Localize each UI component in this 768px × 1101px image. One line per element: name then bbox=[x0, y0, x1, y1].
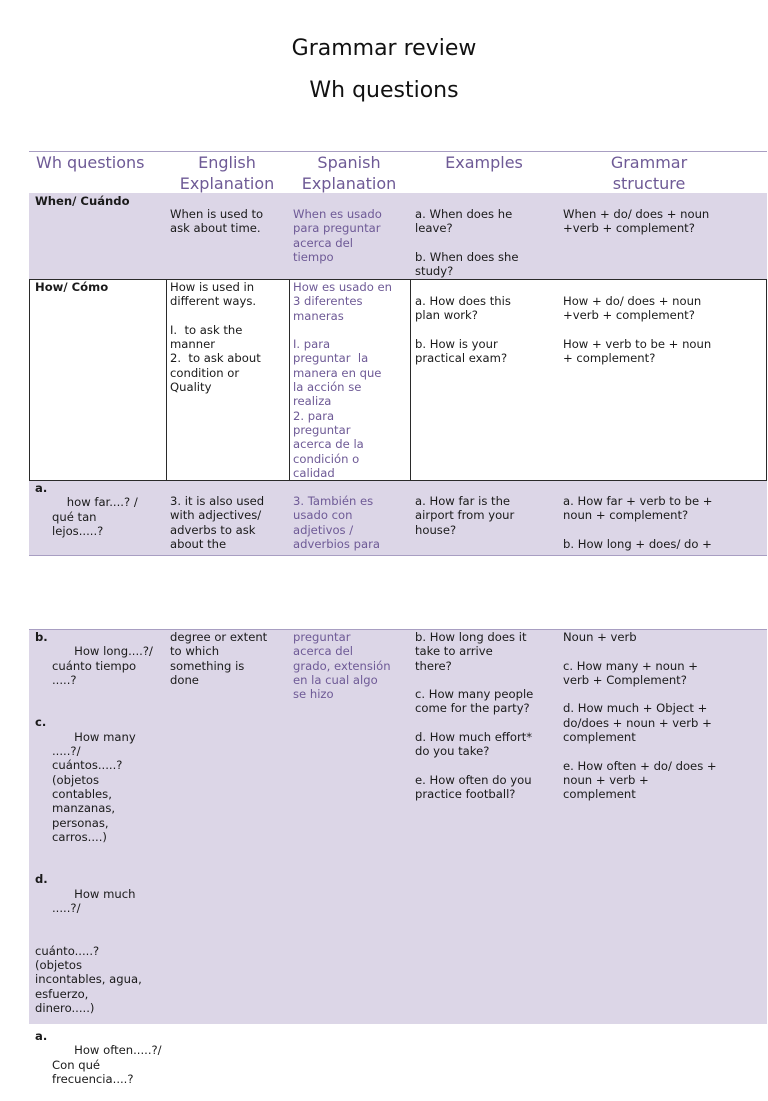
continuation-grammar-cell: Noun + verb c. How many + noun + verb + Complement? d. How much + Object + do/does + noun + verb + complement e. How often + do/ does + noun + verb + complement bbox=[563, 630, 717, 802]
when-grammar-cell: When + do/ does + noun +verb + complement? bbox=[563, 207, 710, 236]
how-far-english-cell: 3. it is also used with adjectives/ adverbs to ask about the bbox=[170, 494, 265, 551]
how-far-spanish-cell: 3. También es usado con adjetivos / adverbios para bbox=[293, 494, 380, 551]
continuation-examples-cell: b. How long does it take to arrive there? c. How many people come for the party? d. How much effort* do you take? e. How often do you practice football? bbox=[415, 630, 534, 802]
when-wh-cell: When/ Cuándo bbox=[35, 194, 130, 208]
list-item-text: How much .....?/ bbox=[52, 886, 140, 916]
when-english-cell: When is used to ask about time. bbox=[170, 207, 264, 236]
header-spanish-explanation: Spanish Explanation bbox=[301, 153, 397, 193]
header-grammar-structure: Grammar structure bbox=[610, 153, 688, 193]
how-english-cell: How is used in different ways. I. to ask the manner 2. to ask about condition or Quality bbox=[170, 280, 261, 395]
column-divider bbox=[289, 280, 290, 480]
list-item bbox=[35, 630, 165, 701]
page-break-rule bbox=[29, 555, 767, 556]
how-far-wh-text: how far....? / qué tan lejos.....? bbox=[52, 495, 138, 538]
list-item-text: How many .....?/ cuántos.....? (objetos contables, manzanas, personas, carros....) bbox=[52, 729, 136, 844]
list-item-text: How long....?/ cuánto tiempo .....? bbox=[52, 644, 153, 687]
page-subtitle: Wh questions bbox=[309, 78, 459, 103]
list-item-text: How often.....?/ Con qué frecuencia....? bbox=[52, 1043, 162, 1087]
header-examples: Examples bbox=[445, 153, 523, 172]
item-letter: a. bbox=[35, 1029, 48, 1044]
list-item bbox=[35, 872, 165, 929]
list-item bbox=[35, 715, 165, 858]
how-examples-cell: a. How does this plan work? b. How is your practical exam? bbox=[415, 294, 511, 366]
item-letter: c. bbox=[35, 715, 47, 730]
column-divider bbox=[166, 280, 167, 480]
how-far-grammar-cell: a. How far + verb to be + noun + complement? b. How long + does/ do + bbox=[563, 494, 713, 551]
how-grammar-cell: How + do/ does + noun +verb + complement? How + verb to be + noun + complement? bbox=[563, 294, 712, 366]
table-row-how-far bbox=[29, 481, 767, 555]
item-letter: b. bbox=[35, 630, 48, 644]
table-header bbox=[29, 151, 767, 195]
how-far-wh-cell bbox=[35, 481, 178, 552]
header-english-explanation: English Explanation bbox=[179, 153, 275, 193]
how-far-examples-cell: a. How far is the airport from your house? bbox=[415, 494, 515, 537]
when-spanish-cell: When es usado para preguntar acerca del tiempo bbox=[293, 207, 382, 264]
table-row-when bbox=[29, 193, 767, 279]
table-row-continuation bbox=[29, 630, 767, 1087]
list-item bbox=[35, 1029, 165, 1100]
continuation-spanish-cell: preguntar acerca del grado, extensión en la cual algo se hizo bbox=[293, 630, 391, 702]
page-title: Grammar review bbox=[291, 36, 477, 61]
item-letter: d. bbox=[35, 872, 48, 887]
how-wh-cell: How/ Cómo bbox=[35, 280, 109, 294]
how-spanish-cell: How es usado en 3 diferentes maneras I. para preguntar la manera en que la acción se realiza 2. para preguntar acerca de la condición o calidad bbox=[293, 280, 392, 480]
continuation-english-cell: degree or extent to which something is done bbox=[170, 630, 268, 687]
header-wh-questions: Wh questions bbox=[36, 153, 145, 172]
item-letter: a. bbox=[35, 481, 48, 495]
when-examples-cell: a. When does he leave? b. When does she study? bbox=[415, 207, 519, 279]
how-much-spanish-text: cuánto.....? (objetos incontables, agua, esfuerzo, dinero.....) bbox=[35, 943, 142, 1015]
table-row-how bbox=[29, 279, 767, 481]
continuation-wh-cell bbox=[35, 630, 165, 1101]
